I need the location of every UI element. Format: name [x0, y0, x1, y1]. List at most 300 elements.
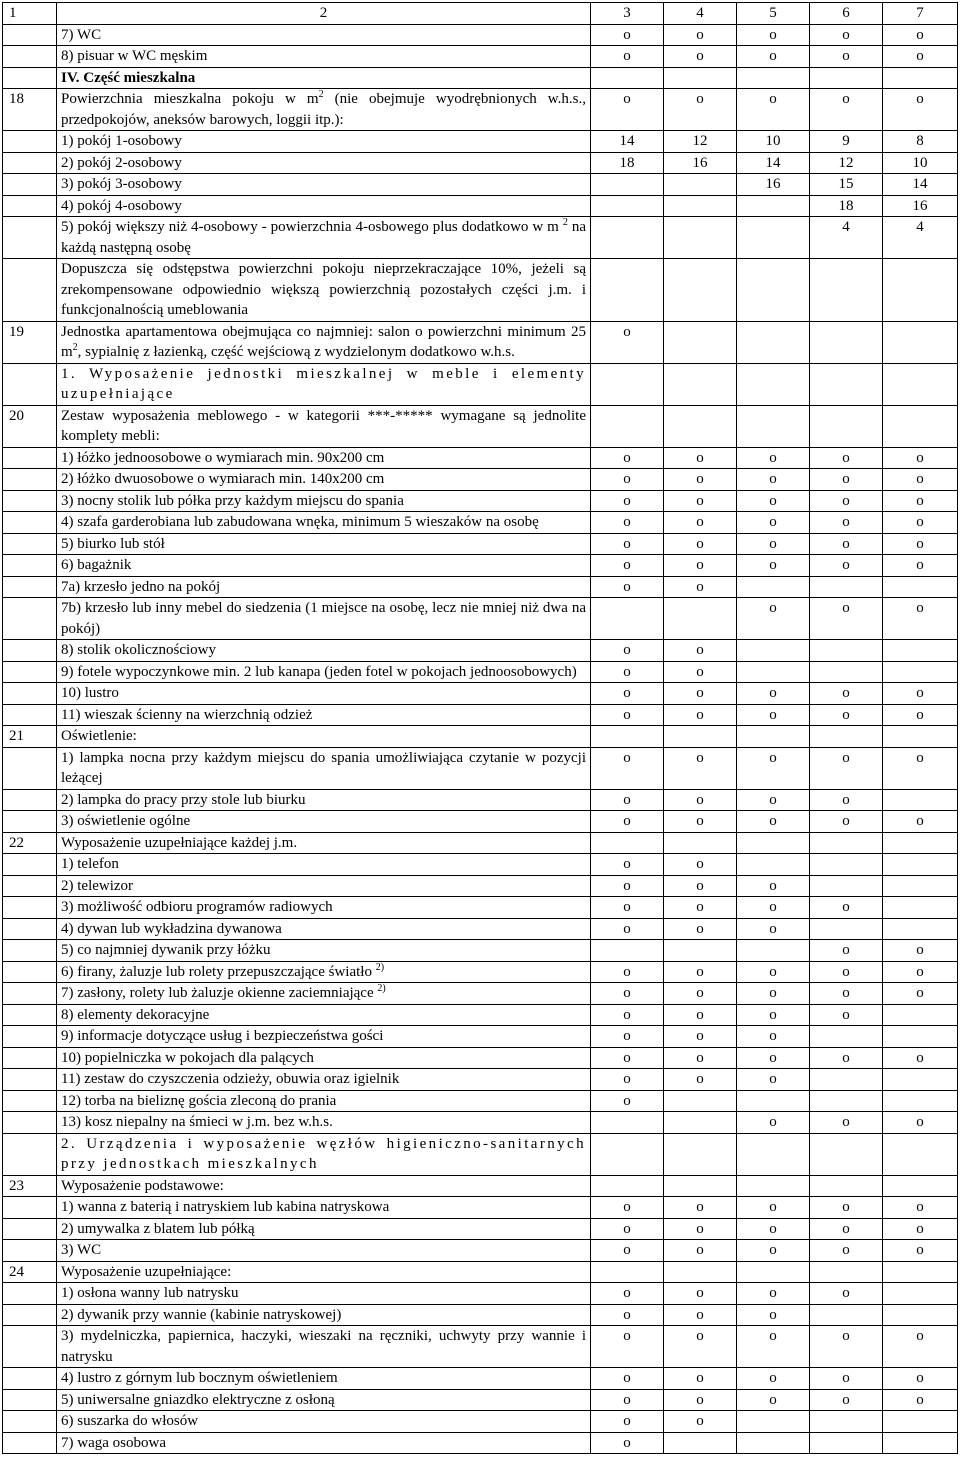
category-cell-3: o	[591, 704, 664, 726]
item-number	[3, 152, 57, 174]
item-number	[3, 490, 57, 512]
category-cell-5	[737, 217, 810, 259]
item-description: IV. Część mieszkalna	[57, 67, 591, 89]
category-cell-4: o	[664, 555, 737, 577]
category-cell-4: o	[664, 469, 737, 491]
item-description: 2. Urządzenia i wyposażenie węzłów higieniczno-sanitarnych przy jednostkach mieszkalnych	[57, 1133, 591, 1175]
category-cell-5: o	[737, 1112, 810, 1134]
category-cell-3	[591, 1112, 664, 1134]
category-cell-3	[591, 259, 664, 322]
item-number: 20	[3, 405, 57, 447]
item-number	[3, 533, 57, 555]
category-cell-7: o	[883, 490, 958, 512]
item-description: Jednostka apartamentowa obejmująca co najmniej: salon o powierzchni minimum 25 $m^2$, sypialnię z łazienką, część wejściową z wydzielonym dodatkowo w.h.s.	[57, 321, 591, 363]
item-number	[3, 918, 57, 940]
category-cell-7: 10	[883, 152, 958, 174]
category-cell-5: o	[737, 1004, 810, 1026]
item-description: 1) telefon	[57, 854, 591, 876]
category-cell-5: o	[737, 1326, 810, 1368]
table-row	[3, 918, 958, 940]
category-cell-7	[883, 405, 958, 447]
item-description: 1) wanna z baterią i natryskiem lub kabina natryskowa	[57, 1197, 591, 1219]
item-description: 5) biurko lub stół	[57, 533, 591, 555]
category-cell-5: o	[737, 533, 810, 555]
category-cell-5: o	[737, 512, 810, 534]
item-number	[3, 1218, 57, 1240]
category-cell-3: o	[591, 490, 664, 512]
table-row	[3, 1389, 958, 1411]
category-cell-4: o	[664, 1411, 737, 1433]
category-cell-5: o	[737, 1368, 810, 1390]
category-cell-3: 14	[591, 131, 664, 153]
table-row	[3, 897, 958, 919]
table-row	[3, 1069, 958, 1091]
category-cell-3	[591, 174, 664, 196]
category-cell-6: o	[810, 1197, 883, 1219]
category-cell-7: o	[883, 747, 958, 789]
category-cell-5: o	[737, 1283, 810, 1305]
category-cell-4: o	[664, 490, 737, 512]
category-cell-7: 16	[883, 195, 958, 217]
category-cell-4: o	[664, 576, 737, 598]
table-row	[3, 683, 958, 705]
table-row	[3, 512, 958, 534]
category-cell-6	[810, 1411, 883, 1433]
category-cell-7	[883, 1304, 958, 1326]
item-number	[3, 1368, 57, 1390]
category-cell-6	[810, 405, 883, 447]
item-description: 4) szafa garderobiana lub zabudowana wnęka, minimum 5 wieszaków na osobę	[57, 512, 591, 534]
category-cell-3: o	[591, 1004, 664, 1026]
column-number: 1	[3, 3, 57, 25]
item-description: 9) informacje dotyczące usług i bezpieczeństwa gości	[57, 1026, 591, 1048]
category-cell-3: o	[591, 1326, 664, 1368]
category-cell-3: o	[591, 1283, 664, 1305]
table-row	[3, 469, 958, 491]
category-cell-5: o	[737, 961, 810, 983]
table-row	[3, 1175, 958, 1197]
table-row	[3, 726, 958, 748]
table-row	[3, 940, 958, 962]
item-number	[3, 1133, 57, 1175]
table-row	[3, 1432, 958, 1454]
table-row	[3, 555, 958, 577]
category-cell-5: o	[737, 875, 810, 897]
table-row	[3, 1197, 958, 1219]
category-cell-3: o	[591, 918, 664, 940]
category-cell-4: o	[664, 46, 737, 68]
table-row	[3, 1218, 958, 1240]
category-cell-3: o	[591, 555, 664, 577]
category-cell-6: 12	[810, 152, 883, 174]
category-cell-3: o	[591, 89, 664, 131]
table-row	[3, 640, 958, 662]
table-row	[3, 24, 958, 46]
item-description: Oświetlenie:	[57, 726, 591, 748]
item-description: 12) torba na bieliznę gościa zleconą do prania	[57, 1090, 591, 1112]
table-row	[3, 704, 958, 726]
category-cell-7: o	[883, 1047, 958, 1069]
category-cell-4: o	[664, 983, 737, 1005]
item-description: 2) dywanik przy wannie (kabinie natryskowej)	[57, 1304, 591, 1326]
item-number	[3, 1004, 57, 1026]
item-number	[3, 217, 57, 259]
category-cell-7	[883, 1261, 958, 1283]
category-cell-3	[591, 67, 664, 89]
item-number	[3, 875, 57, 897]
category-cell-5: o	[737, 1304, 810, 1326]
category-cell-4: o	[664, 24, 737, 46]
category-cell-6	[810, 661, 883, 683]
category-cell-3: o	[591, 46, 664, 68]
category-cell-3: o	[591, 1304, 664, 1326]
category-cell-6	[810, 321, 883, 363]
item-number	[3, 195, 57, 217]
item-description: 4) lustro z górnym lub bocznym oświetleniem	[57, 1368, 591, 1390]
category-cell-3: o	[591, 875, 664, 897]
item-number	[3, 469, 57, 491]
category-cell-7: o	[883, 811, 958, 833]
category-cell-5	[737, 195, 810, 217]
category-cell-4	[664, 1133, 737, 1175]
category-cell-7: o	[883, 1218, 958, 1240]
item-number	[3, 1432, 57, 1454]
item-description: 8) stolik okolicznościowy	[57, 640, 591, 662]
category-cell-7: o	[883, 704, 958, 726]
column-number: 4	[664, 3, 737, 25]
category-cell-4: o	[664, 1389, 737, 1411]
category-cell-6: o	[810, 512, 883, 534]
category-cell-3: o	[591, 512, 664, 534]
table-row	[3, 1368, 958, 1390]
table-row	[3, 174, 958, 196]
category-cell-4: o	[664, 811, 737, 833]
item-description: Wyposażenie uzupełniające każdej j.m.	[57, 832, 591, 854]
category-cell-6: o	[810, 1326, 883, 1368]
category-cell-6: o	[810, 1389, 883, 1411]
category-cell-5: o	[737, 1069, 810, 1091]
category-cell-6: 15	[810, 174, 883, 196]
category-cell-5: o	[737, 683, 810, 705]
category-cell-5: o	[737, 704, 810, 726]
category-cell-3	[591, 598, 664, 640]
category-cell-4: o	[664, 683, 737, 705]
table-row	[3, 961, 958, 983]
category-cell-5	[737, 259, 810, 322]
category-cell-5: o	[737, 747, 810, 789]
category-cell-4: o	[664, 747, 737, 789]
category-cell-3: o	[591, 469, 664, 491]
table-row	[3, 490, 958, 512]
category-cell-7: o	[883, 1326, 958, 1368]
category-cell-5	[737, 854, 810, 876]
category-cell-6: o	[810, 24, 883, 46]
category-cell-4: o	[664, 89, 737, 131]
table-row	[3, 811, 958, 833]
item-number	[3, 1240, 57, 1262]
category-cell-6: 18	[810, 195, 883, 217]
item-description: 10) lustro	[57, 683, 591, 705]
category-cell-4	[664, 405, 737, 447]
category-cell-6	[810, 363, 883, 405]
table-row	[3, 131, 958, 153]
category-cell-7: o	[883, 961, 958, 983]
table-row	[3, 983, 958, 1005]
item-number	[3, 447, 57, 469]
category-cell-7: o	[883, 46, 958, 68]
category-cell-4	[664, 259, 737, 322]
category-cell-4: o	[664, 1218, 737, 1240]
column-number: 7	[883, 3, 958, 25]
category-cell-4	[664, 940, 737, 962]
item-number	[3, 24, 57, 46]
column-number: 6	[810, 3, 883, 25]
category-cell-5: o	[737, 897, 810, 919]
item-description: 7) WC	[57, 24, 591, 46]
category-cell-7	[883, 1175, 958, 1197]
category-cell-7	[883, 854, 958, 876]
category-cell-6	[810, 726, 883, 748]
category-cell-7	[883, 661, 958, 683]
category-cell-5: 10	[737, 131, 810, 153]
category-cell-7: o	[883, 683, 958, 705]
table-row	[3, 1047, 958, 1069]
table-row	[3, 321, 958, 363]
category-cell-4	[664, 321, 737, 363]
category-cell-7: o	[883, 598, 958, 640]
category-cell-5	[737, 1432, 810, 1454]
category-cell-3: o	[591, 1218, 664, 1240]
item-description: 4) dywan lub wykładzina dywanowa	[57, 918, 591, 940]
category-cell-4: o	[664, 1004, 737, 1026]
category-cell-6	[810, 1175, 883, 1197]
table-row	[3, 1261, 958, 1283]
item-description: 7b) krzesło lub inny mebel do siedzenia (1 miejsce na osobę, lecz nie mniej niż dwa na pokój)	[57, 598, 591, 640]
item-number	[3, 1047, 57, 1069]
category-cell-7	[883, 1283, 958, 1305]
table-row	[3, 747, 958, 789]
item-description: 6) suszarka do włosów	[57, 1411, 591, 1433]
table-row	[3, 447, 958, 469]
category-cell-5: o	[737, 24, 810, 46]
item-number	[3, 683, 57, 705]
item-description: 6) bagażnik	[57, 555, 591, 577]
category-cell-4: o	[664, 512, 737, 534]
category-cell-3: o	[591, 1026, 664, 1048]
category-cell-7: o	[883, 24, 958, 46]
category-cell-4: 12	[664, 131, 737, 153]
item-number	[3, 661, 57, 683]
category-cell-7: o	[883, 447, 958, 469]
category-cell-6: o	[810, 598, 883, 640]
category-cell-4: o	[664, 1304, 737, 1326]
category-cell-7	[883, 1004, 958, 1026]
table-row	[3, 1240, 958, 1262]
category-cell-6: o	[810, 940, 883, 962]
item-description: 11) zestaw do czyszczenia odzieży, obuwia oraz igielnik	[57, 1069, 591, 1091]
item-description: 9) fotele wypoczynkowe min. 2 lub kanapa (jeden fotel w pokojach jednoosobowych)	[57, 661, 591, 683]
category-cell-3: o	[591, 576, 664, 598]
category-cell-6: o	[810, 897, 883, 919]
table-row	[3, 1112, 958, 1134]
item-number: 18	[3, 89, 57, 131]
category-cell-5	[737, 661, 810, 683]
item-number: 24	[3, 1261, 57, 1283]
category-cell-6: o	[810, 46, 883, 68]
item-number: 21	[3, 726, 57, 748]
category-cell-7	[883, 918, 958, 940]
category-cell-6: o	[810, 789, 883, 811]
category-cell-5	[737, 321, 810, 363]
category-cell-5: o	[737, 918, 810, 940]
item-number	[3, 747, 57, 789]
item-description: 2) umywalka z blatem lub półką	[57, 1218, 591, 1240]
category-cell-6: 9	[810, 131, 883, 153]
category-cell-4: o	[664, 1197, 737, 1219]
category-cell-3: o	[591, 1240, 664, 1262]
item-description: 5) uniwersalne gniazdko elektryczne z osłoną	[57, 1389, 591, 1411]
table-row	[3, 217, 958, 259]
table-row	[3, 363, 958, 405]
category-cell-7: 4	[883, 217, 958, 259]
item-number	[3, 131, 57, 153]
category-cell-3: o	[591, 1389, 664, 1411]
category-cell-6	[810, 640, 883, 662]
category-cell-3: o	[591, 747, 664, 789]
item-number	[3, 789, 57, 811]
category-cell-6: o	[810, 89, 883, 131]
table-row	[3, 1026, 958, 1048]
category-cell-4	[664, 1112, 737, 1134]
item-number	[3, 1283, 57, 1305]
category-cell-5	[737, 1261, 810, 1283]
category-cell-7: o	[883, 1197, 958, 1219]
item-number	[3, 1326, 57, 1368]
item-number	[3, 1389, 57, 1411]
category-cell-4	[664, 1090, 737, 1112]
category-cell-4	[664, 1175, 737, 1197]
category-cell-4	[664, 832, 737, 854]
category-cell-3: o	[591, 1090, 664, 1112]
category-cell-4: o	[664, 533, 737, 555]
category-cell-6	[810, 918, 883, 940]
category-cell-3: o	[591, 24, 664, 46]
category-cell-3	[591, 832, 664, 854]
item-number: 19	[3, 321, 57, 363]
category-cell-6: 4	[810, 217, 883, 259]
category-cell-6: o	[810, 1218, 883, 1240]
column-number: 3	[591, 3, 664, 25]
category-cell-5: o	[737, 598, 810, 640]
table-row	[3, 1326, 958, 1368]
category-cell-7	[883, 832, 958, 854]
item-description: 13) kosz niepalny na śmieci w j.m. bez w.h.s.	[57, 1112, 591, 1134]
category-cell-4: o	[664, 1026, 737, 1048]
category-cell-3	[591, 363, 664, 405]
category-cell-5	[737, 640, 810, 662]
category-cell-7	[883, 1090, 958, 1112]
table-row	[3, 576, 958, 598]
category-cell-7: 14	[883, 174, 958, 196]
category-cell-6: o	[810, 1047, 883, 1069]
category-cell-7: o	[883, 1368, 958, 1390]
item-description: 3) mydelniczka, papiernica, haczyki, wieszaki na ręczniki, uchwyty przy wannie i natrysku	[57, 1326, 591, 1368]
table-row	[3, 1411, 958, 1433]
category-cell-6: o	[810, 811, 883, 833]
category-cell-5: o	[737, 89, 810, 131]
item-description: Powierzchnia mieszkalna pokoju w $m^2$ (nie obejmuje wyodrębnionych w.h.s., przedpokojów, aneksów barowych, loggii itp.):	[57, 89, 591, 131]
category-cell-6: o	[810, 704, 883, 726]
category-cell-3: o	[591, 321, 664, 363]
item-number	[3, 1304, 57, 1326]
item-number	[3, 259, 57, 322]
category-cell-4	[664, 363, 737, 405]
item-number	[3, 811, 57, 833]
item-description: 1) osłona wanny lub natrysku	[57, 1283, 591, 1305]
category-cell-6: o	[810, 983, 883, 1005]
category-cell-5	[737, 1133, 810, 1175]
table-row	[3, 1304, 958, 1326]
item-description: Zestaw wyposażenia meblowego - w kategorii ***-***** wymagane są jednolite komplety mebli:	[57, 405, 591, 447]
category-cell-4	[664, 1261, 737, 1283]
category-cell-6: o	[810, 447, 883, 469]
category-cell-6: o	[810, 683, 883, 705]
item-description: 1) lampka nocna przy każdym miejscu do spania umożliwiająca czytanie w pozycji leżącej	[57, 747, 591, 789]
item-description: 6) firany, żaluzje lub rolety przepuszczające światło $^{2)}$	[57, 961, 591, 983]
category-cell-4: o	[664, 875, 737, 897]
item-number	[3, 598, 57, 640]
category-cell-7: o	[883, 940, 958, 962]
category-cell-3	[591, 217, 664, 259]
category-cell-4: o	[664, 704, 737, 726]
category-cell-6	[810, 1261, 883, 1283]
item-number	[3, 1112, 57, 1134]
item-number	[3, 961, 57, 983]
category-cell-7	[883, 576, 958, 598]
category-cell-7: o	[883, 1389, 958, 1411]
item-description: 3) oświetlenie ogólne	[57, 811, 591, 833]
category-cell-4: o	[664, 447, 737, 469]
table-row	[3, 875, 958, 897]
item-number	[3, 1197, 57, 1219]
item-description: 3) nocny stolik lub półka przy każdym miejscu do spania	[57, 490, 591, 512]
table-row	[3, 89, 958, 131]
category-cell-6	[810, 576, 883, 598]
item-description: Dopuszcza się odstępstwa powierzchni pokoju nieprzekraczające 10%, jeżeli są zrekompensowane odpowiednio większą powierzchnią pozostałych części j.m. i funkcjonalnością umeblowania	[57, 259, 591, 322]
category-cell-7	[883, 640, 958, 662]
category-cell-3	[591, 940, 664, 962]
category-cell-4: o	[664, 961, 737, 983]
category-cell-6: o	[810, 555, 883, 577]
item-description: 2) pokój 2-osobowy	[57, 152, 591, 174]
category-cell-3: o	[591, 1197, 664, 1219]
item-number	[3, 1090, 57, 1112]
item-number	[3, 704, 57, 726]
category-cell-6: o	[810, 747, 883, 789]
category-cell-6	[810, 1069, 883, 1091]
category-cell-4: o	[664, 1240, 737, 1262]
item-description: Wyposażenie podstawowe:	[57, 1175, 591, 1197]
item-number	[3, 576, 57, 598]
category-cell-4: o	[664, 1283, 737, 1305]
category-cell-7	[883, 1432, 958, 1454]
item-description: 1) pokój 1-osobowy	[57, 131, 591, 153]
category-cell-5	[737, 726, 810, 748]
table-row	[3, 259, 958, 322]
category-cell-5: o	[737, 789, 810, 811]
item-number	[3, 1411, 57, 1433]
category-cell-7	[883, 321, 958, 363]
